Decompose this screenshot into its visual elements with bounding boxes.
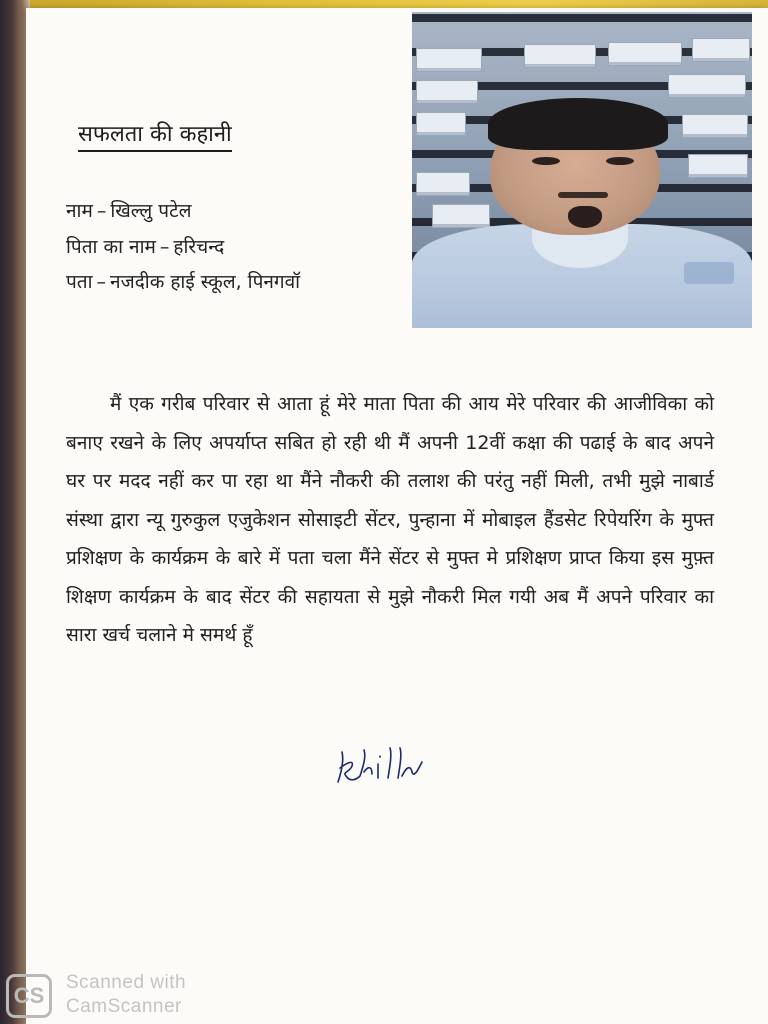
watermark-line-1: Scanned with	[66, 972, 187, 993]
photo-shelf-box	[668, 74, 746, 98]
info-father-name	[66, 233, 224, 259]
address-value: नजदीक हाई स्कूल, पिनगवॉ	[110, 271, 301, 293]
photo-shelf-box	[416, 112, 466, 136]
photo-shirt-logo	[684, 262, 734, 284]
photo-shelf-box	[416, 48, 482, 72]
info-address	[66, 268, 300, 294]
father-separator: –	[159, 236, 170, 258]
name-label: नाम	[66, 200, 93, 222]
handwritten-signature	[332, 742, 428, 790]
photo-shelf-box	[608, 42, 682, 66]
portrait-photo	[412, 12, 752, 328]
address-separator: –	[96, 271, 107, 293]
name-value: खिल्लु पटेल	[110, 200, 192, 222]
photo-mustache	[558, 192, 608, 198]
name-separator: –	[96, 200, 107, 222]
watermark-line-2: CamScanner	[66, 996, 182, 1017]
father-value: हरिचन्द	[173, 236, 225, 258]
story-paragraph: मैं एक गरीब परिवार से आता हूं मेरे माता पिता की आय मेरे परिवार की आजीविका को बनाए रखने के लिए अपर्याप्त सबित हो रही थी मैं अपनी 12वीं कक्षा की पढाई के बाद अपने घर पर मदद नहीं कर पा रहा था मैंने नौकरी की तलाश की परंतु नहीं मिली, तभी मुझे नाबार्ड संस्था द्वारा न्यू गुरुकुल एजुकेशन सोसाइटी सेंटर, पुन्हाना में मोबाइल हैंडसेट रिपेयरिंग के मुफ्त प्रशिक्षण के कार्यक्रम के बारे में पता चला मैंने सेंटर से मुफ्त मे प्रशिक्षण प्राप्त किया इस मुफ़्त शिक्षण कार्यक्रम के बाद सेंटर की सहायता से मुझे नौकरी मिल गयी अब मैं अपने परिवार का सारा खर्च चलाने मे समर्थ हूँ	[66, 393, 714, 646]
camscanner-logo-icon: CS	[6, 974, 52, 1018]
photo-eye	[606, 157, 634, 165]
photo-hair	[488, 98, 668, 150]
photo-shelf-box	[688, 154, 748, 178]
photo-beard	[568, 206, 602, 228]
photo-shelf-box	[416, 172, 470, 196]
info-name	[66, 197, 192, 223]
photo-shelf-box	[416, 80, 478, 104]
photo-shelf-box	[682, 114, 748, 138]
photo-shelf-box	[432, 204, 490, 228]
address-label: पता	[66, 271, 93, 293]
photo-shelf-box	[524, 44, 596, 68]
signature-stroke	[338, 748, 422, 782]
photo-eye	[532, 157, 560, 165]
father-label: पिता का नाम	[66, 236, 156, 258]
photo-shelf-box	[692, 38, 750, 62]
document-title: सफलता की कहानी	[78, 118, 232, 152]
